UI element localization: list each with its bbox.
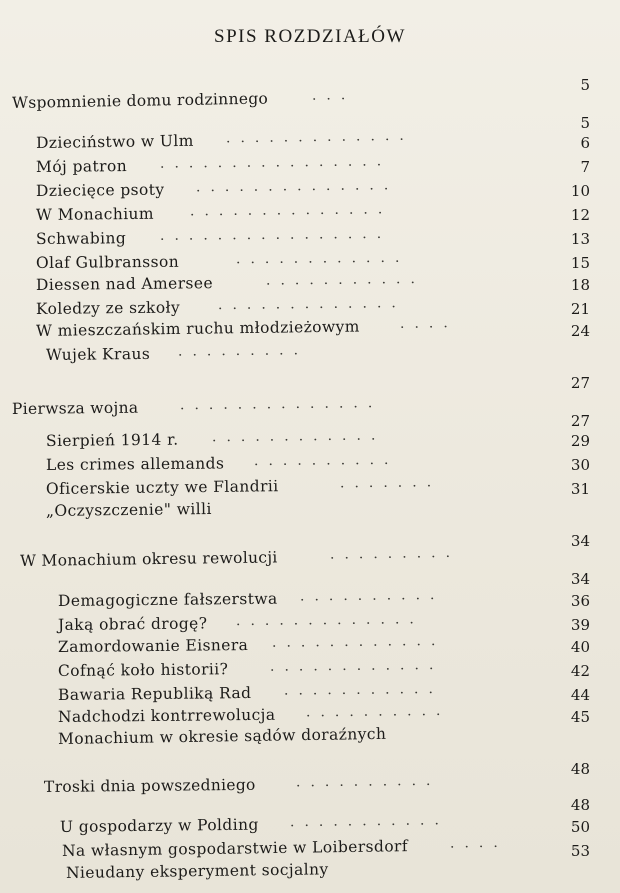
dot-leader: ............ (211, 427, 386, 446)
toc-entry-title: Monachium w okresie sądów doraźnych (57, 724, 387, 748)
dot-leader: ............. (235, 611, 424, 630)
toc-entry-title: „Oczyszczenie" willi (45, 499, 212, 520)
toc-entry-title: Pierwsza wojna (11, 398, 139, 418)
dot-leader: ....... (339, 474, 442, 492)
toc-entry-page-number: 45 (570, 708, 590, 726)
dot-leader: .... (399, 315, 458, 332)
toc-chapter-entry (0, 344, 620, 366)
section-page-number: 27 (570, 412, 590, 430)
dot-leader: ......... (177, 342, 309, 360)
dot-leader: .......... (305, 702, 451, 721)
toc-entry-page-number: 29 (570, 432, 590, 450)
dot-leader: ................ (159, 225, 392, 244)
section-page-number: 34 (570, 532, 590, 550)
toc-entry-title: Cofnąć koło historii? (57, 660, 229, 680)
dot-leader: ........... (289, 812, 449, 831)
toc-chapter-entry (0, 724, 620, 750)
section-page-number: 48 (570, 796, 590, 814)
toc-entry-title: Schwabing (35, 229, 127, 248)
toc-section-heading (0, 87, 620, 114)
toc-entry-page-number: 7 (580, 158, 590, 176)
toc-entry-page-number: 42 (570, 662, 590, 680)
toc-entry-page-number: 15 (570, 254, 590, 272)
toc-entry-title: Wspomnienie domu rodzinnego (11, 89, 269, 112)
toc-entry-title: Jaką obrać drogę? (57, 614, 208, 634)
toc-section-heading (0, 395, 620, 420)
toc-entry-title: Oficerskie uczty we Flandrii (45, 477, 279, 498)
toc-entry-title: Na własnym gospodarstwie w Loibersdorf (61, 837, 409, 860)
dot-leader: .............. (195, 177, 399, 196)
toc-entry-page-number: 18 (570, 276, 590, 294)
toc-entry-title: Mój patron (35, 157, 128, 176)
toc-entry-title: Koledzy ze szkoły (35, 298, 181, 318)
toc-entry-page-number: 12 (570, 206, 590, 224)
toc-entry-title: Wujek Kraus (45, 344, 151, 364)
toc-entry-page-number: 30 (570, 456, 590, 474)
toc-entry-title: Dzieciństwo w Ulm (35, 131, 194, 152)
page-title: SPIS ROZDZIAŁÓW (214, 26, 406, 47)
toc-entry-title: Dziecięce psoty (35, 180, 165, 200)
toc-entry-page-number: 36 (570, 592, 590, 610)
dot-leader: ............. (217, 295, 406, 314)
toc-entry-page-number: 31 (570, 480, 590, 498)
toc-entry-title: Diessen nad Amersee (35, 274, 214, 294)
toc-entry-page-number: 53 (570, 842, 590, 860)
toc-entry-page-number: 40 (570, 638, 590, 656)
toc-entry-page-number: 10 (570, 182, 590, 200)
toc-entry-title: W Monachium okresu rewolucji (19, 548, 278, 570)
dot-leader: ........... (283, 680, 443, 699)
dot-leader: .......... (253, 451, 399, 470)
toc-entry-title: Troski dnia powszedniego (43, 775, 256, 796)
toc-entry-page-number: 50 (570, 818, 590, 836)
dot-leader: .......... (295, 772, 441, 791)
toc-entry-title: Nadchodzi kontrrewolucja (57, 705, 276, 726)
toc-entry-title: Les crimes allemands (45, 454, 225, 474)
dot-leader: ......... (329, 544, 461, 563)
toc-entry-title: Nieudany eksperyment socjalny (65, 860, 329, 882)
section-page-number: 48 (570, 760, 590, 778)
dot-leader: .... (449, 834, 508, 852)
toc-entry-title: Bawaria Republiką Rad (57, 683, 252, 704)
toc-entry-title: Sierpień 1914 r. (45, 430, 179, 450)
dot-leader: .......... (299, 586, 445, 605)
dot-leader: ............ (269, 656, 444, 675)
dot-leader: .............. (179, 395, 383, 414)
section-page-number: 27 (570, 374, 590, 392)
toc-entry-title: U gospodarzy w Polding (59, 815, 259, 836)
toc-entry-title: Demagogiczne fałszerstwa (57, 589, 278, 610)
toc-entry-title: W mieszczańskim ruchu młodzieżowym (35, 317, 360, 340)
dot-leader: ............ (271, 632, 446, 651)
toc-entry-page-number: 39 (570, 616, 590, 634)
dot-leader: ................ (159, 153, 392, 172)
toc-entry-page-number: 24 (570, 322, 590, 340)
toc-entry-page-number: 13 (570, 230, 590, 248)
dot-leader: ............ (235, 249, 410, 268)
toc-chapter-entry (0, 500, 620, 522)
dot-leader: ........... (265, 270, 425, 289)
toc-entry-page-number: 21 (570, 300, 590, 318)
toc-entry-title: Zamordowanie Eisnera (57, 636, 249, 656)
dot-leader: ... (311, 87, 356, 104)
toc-entry-title: W Monachium (35, 204, 155, 224)
dot-leader: ............. (225, 127, 414, 147)
section-page-number: 5 (580, 114, 590, 132)
toc-section-heading (0, 772, 620, 798)
toc-chapter-entry (0, 862, 620, 884)
toc-entry-page-number: 6 (580, 134, 590, 152)
section-page-number: 5 (580, 76, 590, 94)
section-page-number: 34 (570, 570, 590, 588)
toc-section-heading (0, 544, 620, 572)
toc-entry-page-number: 44 (570, 686, 590, 704)
dot-leader: .............. (189, 201, 393, 220)
toc-entry-title: Olaf Gulbransson (35, 252, 180, 272)
